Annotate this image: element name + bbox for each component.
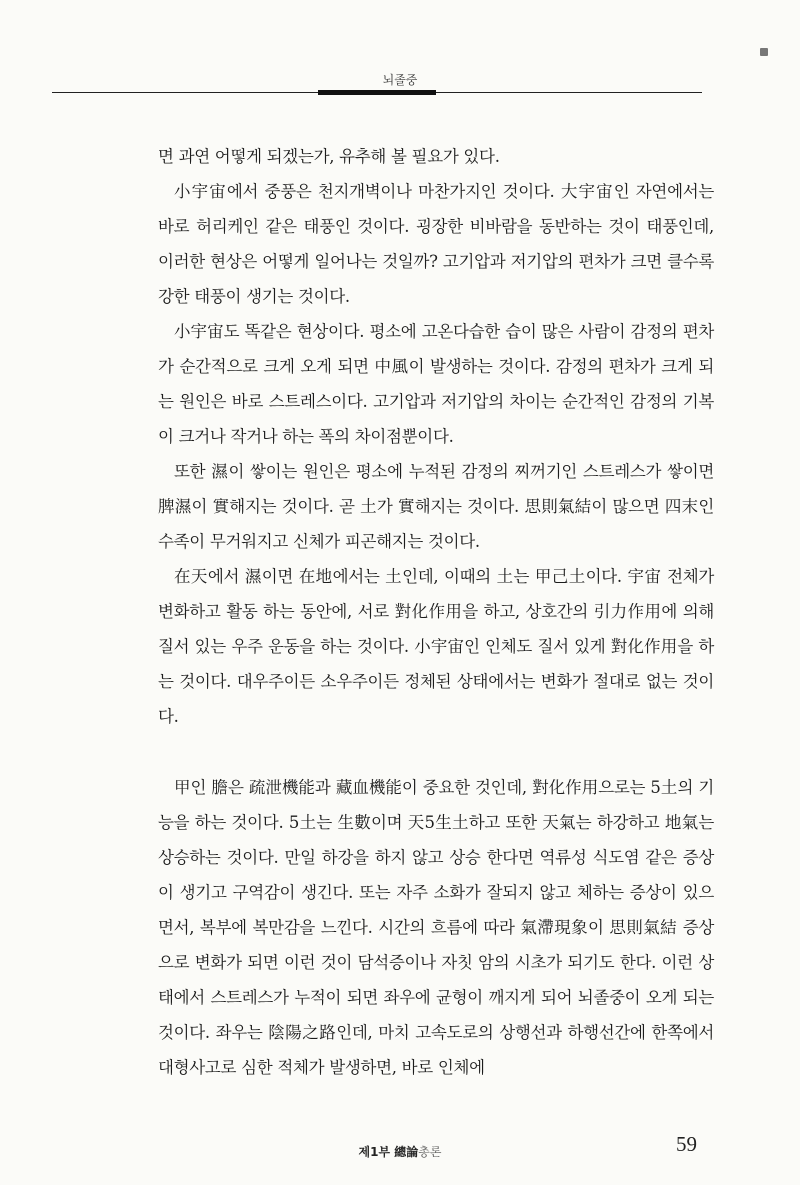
footer-part-title-hangul: 총론 xyxy=(418,1145,442,1159)
footer-part-title: 제1부 總論 xyxy=(358,1145,419,1159)
paragraph: 또한 濕이 쌓이는 원인은 평소에 누적된 감정의 찌꺼기인 스트레스가 쌓이면 脾濕이 實해지는 것이다. 곧 土가 實해지는 것이다. 思則氣結이 많으면 四末인 수족이 무거워지고 신체가 피곤해지는 것이다. xyxy=(158,462,714,551)
body-text xyxy=(158,139,714,1085)
paragraph: 小宇宙도 똑같은 현상이다. 평소에 고온다습한 습이 많은 사람이 감정의 편차가 순간적으로 크게 오게 되면 中風이 발생하는 것이다. 감정의 편차가 크게 되는 원인은 바로 스트레스이다. 고기압과 저기압의 차이는 순간적인 감정의 기복이 크거나 작거나 하는 폭의 차이점뿐이다. xyxy=(158,322,714,446)
header-rule-accent xyxy=(318,90,436,95)
paragraph: 甲인 膽은 疏泄機能과 藏血機能이 중요한 것인데, 對化作用으로는 5土의 기능을 하는 것이다. 5土는 生數이며 天5生土하고 또한 天氣는 하강하고 地氣는 상승하는 것이다. 만일 하강을 하지 않고 상승 한다면 역류성 식도염 같은 증상이 생기고 구역감이 생긴다. 또는 자주 소화가 잘되지 않고 체하는 증상이 있으면서, 복부에 복만감을 느낀다. 시간의 흐름에 따라 氣滯現象이 思則氣結 증상으로 변화가 되면 이런 것이 담석증이나 자칫 암의 시초가 되기도 한다. 이런 상태에서 스트레스가 누적이 되면 좌우에 균형이 깨지게 되어 뇌졸중이 오게 되는 것이다. 좌우는 陰陽之路인데, 마치 고속도로의 상행선과 하행선간에 한쪽에서 대형사고로 심한 적체가 발생하면, 바로 인체에 xyxy=(158,778,714,1077)
paragraph: 면 과연 어떻게 되겠는가, 유추해 볼 필요가 있다. xyxy=(158,147,500,166)
paragraph: 在天에서 濕이면 在地에서는 土인데, 이때의 土는 甲己土이다. 宇宙 전체가 변화하고 활동 하는 동안에, 서로 對化作用을 하고, 상호간의 引力作用에 의해 질서 있는 우주 운동을 하는 것이다. 小宇宙인 인체도 질서 있게 對化作用을 하는 것이다. 대우주이든 소우주이든 정체된 상태에서는 변화가 절대로 없는 것이다. xyxy=(158,567,714,726)
page-number: 59 xyxy=(676,1132,697,1156)
paragraph: 小宇宙에서 중풍은 천지개벽이나 마찬가지인 것이다. 大宇宙인 자연에서는 바로 허리케인 같은 태풍인 것이다. 굉장한 비바람을 동반하는 것이 태풍인데, 이러한 현상은 어떻게 일어나는 것일까? 고기압과 저기압의 편차가 크면 클수록 강한 태풍이 생기는 것이다. xyxy=(158,182,714,306)
scan-edge-mark xyxy=(760,48,768,56)
running-header: 뇌졸중 xyxy=(382,73,418,87)
